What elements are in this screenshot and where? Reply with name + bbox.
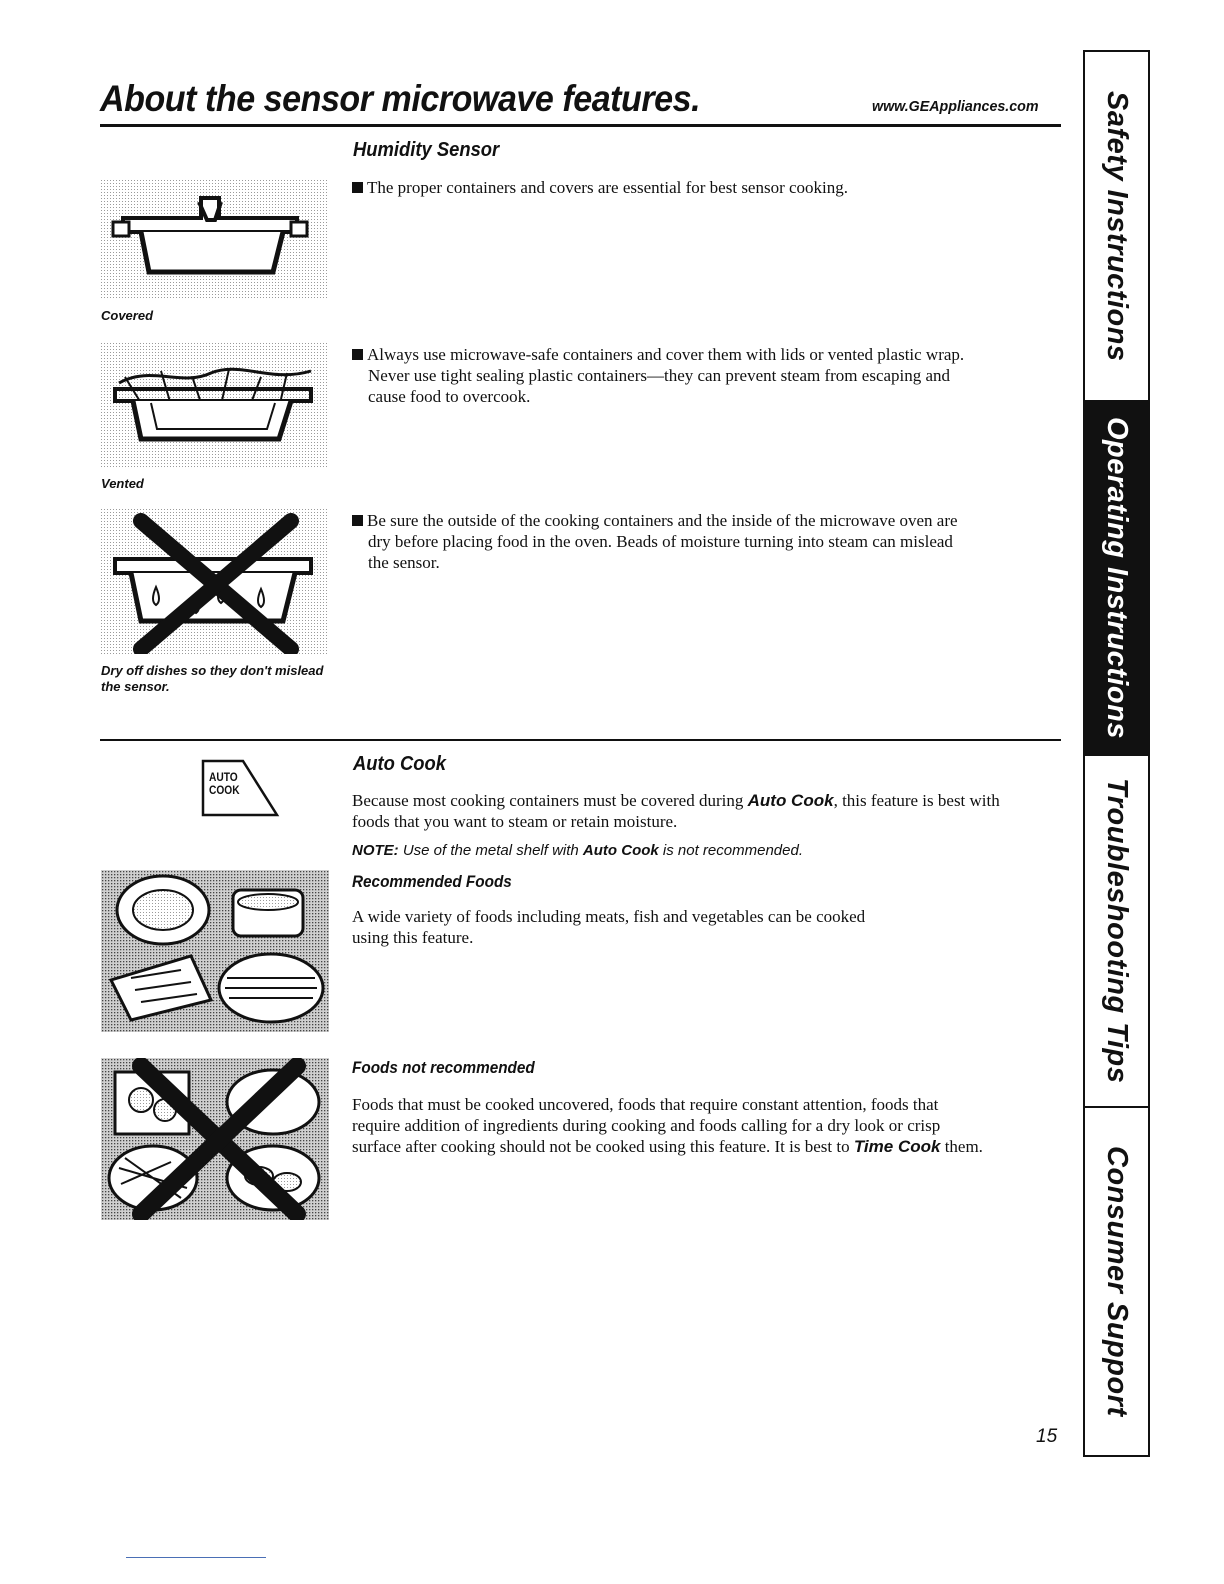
auto-cook-note: [352, 842, 803, 859]
auto-cook-pad-icon: [201, 759, 281, 819]
tab-label: Consumer Support: [1101, 1146, 1133, 1417]
bullet-text: Be sure the outside of the cooking containers and the inside of the microwave oven are: [367, 511, 958, 530]
pad-label-line: COOK: [209, 783, 240, 797]
note-text: is not recommended.: [658, 842, 803, 859]
bullet-text-line: dry before placing food in the oven. Beads of moisture turning into steam can mislead: [368, 532, 953, 551]
not-recommended-text: surface after cooking should not be cooked using this feature. It is best to: [352, 1137, 854, 1156]
recommended-foods-text: [352, 906, 865, 948]
vented-dish-illustration: [101, 343, 329, 467]
not-recommended-text: them.: [940, 1137, 983, 1156]
bottom-link-underline: [126, 1557, 266, 1558]
tab-operating-instructions[interactable]: [1085, 400, 1148, 756]
recommended-line: A wide variety of foods including meats, fish and vegetables can be cooked: [352, 907, 866, 926]
auto-cook-heading: Auto Cook: [353, 753, 447, 775]
not-recommended-foods-illustration: [101, 1058, 329, 1220]
recommended-foods-illustration: [101, 870, 329, 1032]
bullet-text: The proper containers and covers are essential for best sensor cooking.: [367, 178, 849, 197]
bullet-text-line: the sensor.: [368, 553, 440, 572]
tab-label: Troubleshooting Tips: [1101, 778, 1133, 1084]
pad-label-line: AUTO: [209, 770, 238, 784]
bullet-icon: [352, 515, 363, 526]
section-rule: [100, 739, 1061, 741]
bullet-icon: [352, 182, 363, 193]
not-recommended-line: require addition of ingredients during cooking and foods calling for a dry look or crisp: [352, 1116, 941, 1135]
caption-covered: Covered: [101, 308, 154, 323]
recommended-line: using this feature.: [352, 928, 474, 947]
foods-not-recommended-text: [352, 1094, 983, 1157]
bullet-text-line: cause food to overcook.: [368, 387, 531, 406]
website-link[interactable]: www.GEAppliances.com: [872, 98, 1039, 115]
tab-consumer-support[interactable]: [1085, 1108, 1148, 1455]
tab-troubleshooting-tips[interactable]: [1085, 756, 1148, 1106]
note-emphasis: Auto Cook: [582, 842, 659, 859]
page-number: 15: [1036, 1426, 1058, 1447]
not-recommended-line: Foods that must be cooked uncovered, foods that require constant attention, foods that: [352, 1095, 939, 1114]
bullet-containers: [352, 177, 848, 198]
wet-dish-crossed-illustration: [101, 509, 329, 654]
caption-line: the sensor.: [101, 679, 170, 694]
bullet-text: Always use microwave-safe containers and cover them with lids or vented plastic wrap.: [367, 345, 965, 364]
tab-label: Operating Instructions: [1101, 417, 1133, 739]
foods-not-recommended-heading: Foods not recommended: [352, 1058, 535, 1077]
intro-text: , this feature is best with: [833, 791, 1000, 810]
time-cook-emphasis: Time Cook: [853, 1137, 941, 1156]
note-text: Use of the metal shelf with: [398, 842, 583, 859]
bullet-dry-containers: [352, 510, 958, 573]
bullet-microwave-safe: [352, 344, 964, 407]
tab-safety-instructions[interactable]: [1085, 52, 1148, 400]
humidity-sensor-heading: Humidity Sensor: [353, 139, 500, 161]
recommended-foods-heading: Recommended Foods: [352, 872, 512, 891]
caption-dry-off: [101, 663, 323, 695]
header-rule: [100, 124, 1061, 127]
auto-cook-intro: [352, 790, 1000, 832]
intro-emphasis: Auto Cook: [747, 791, 834, 810]
covered-dish-illustration: [101, 180, 329, 300]
intro-text: Because most cooking containers must be covered during: [352, 791, 748, 810]
note-label: NOTE:: [352, 842, 399, 859]
bullet-icon: [352, 349, 363, 360]
bullet-text-line: Never use tight sealing plastic containers—they can prevent steam from escaping and: [368, 366, 951, 385]
auto-cook-pad-label: [209, 771, 240, 797]
caption-vented: Vented: [101, 476, 144, 491]
intro-line: foods that you want to steam or retain moisture.: [352, 812, 678, 831]
tab-label: Safety Instructions: [1101, 90, 1133, 362]
page-title: About the sensor microwave features.: [100, 78, 701, 119]
caption-line: Dry off dishes so they don't mislead: [101, 663, 324, 678]
